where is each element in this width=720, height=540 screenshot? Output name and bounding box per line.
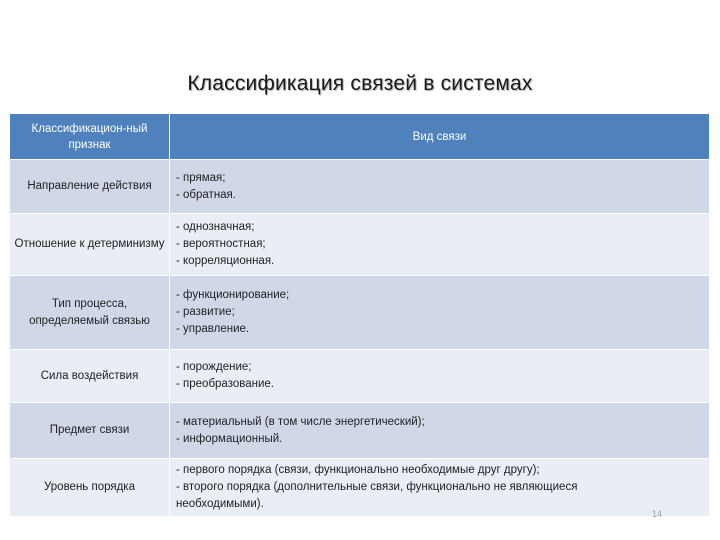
classification-table [9, 113, 710, 517]
types-cell [170, 160, 710, 214]
type-item: - развитие; [176, 306, 235, 318]
page-number: 14 [652, 509, 663, 519]
table-row [10, 350, 710, 403]
type-item: - порождение; [176, 361, 252, 373]
table-row [10, 459, 710, 517]
type-item: - корреляционная. [176, 255, 275, 267]
types-cell [170, 214, 710, 276]
type-item: - преобразование. [176, 378, 274, 390]
types-cell [170, 459, 710, 517]
feature-cell: Отношение к детерминизму [10, 214, 170, 276]
feature-cell: Уровень порядка [10, 459, 170, 517]
type-item: - управление. [176, 323, 250, 335]
type-item: - второго порядка (дополнительные связи, функционально не являющиеся [176, 481, 578, 493]
type-item: - прямая; [176, 171, 226, 184]
types-cell [170, 350, 710, 403]
feature-cell: Сила воздействия [10, 350, 170, 403]
feature-cell: Направление действия [10, 160, 170, 214]
types-cell [170, 403, 710, 459]
table-header-row [10, 114, 710, 160]
types-cell [170, 276, 710, 350]
feature-cell: Тип процесса, определяемый связью [10, 276, 170, 350]
type-item: - функционирование; [176, 289, 290, 301]
table-row [10, 403, 710, 459]
table-row [10, 214, 710, 276]
header-type: Вид связи [170, 114, 710, 160]
type-item: необходимыми). [176, 498, 264, 510]
type-item: - обратная. [176, 188, 236, 201]
table-row [10, 160, 710, 214]
feature-cell: Предмет связи [10, 403, 170, 459]
type-item: - вероятностная; [176, 238, 266, 250]
type-item: - информационный. [176, 432, 283, 445]
type-item: - однозначная; [176, 221, 255, 233]
header-feature: Классификацион-ный признак [10, 114, 170, 160]
slide-title: Классификация связей в системах [187, 72, 533, 95]
type-item: - материальный (в том числе энергетический); [176, 415, 425, 428]
type-item: - первого порядка (связи, функционально необходимые друг другу); [176, 464, 540, 476]
table-row [10, 276, 710, 350]
